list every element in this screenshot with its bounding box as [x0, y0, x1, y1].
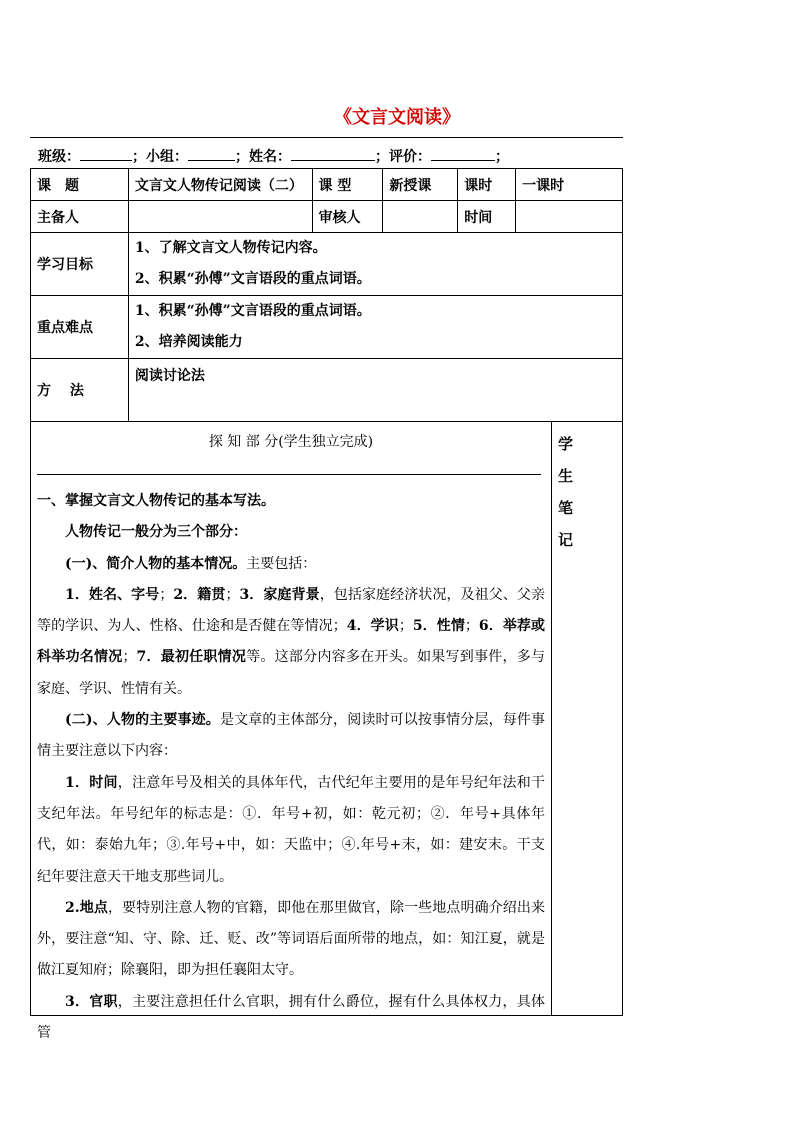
eval-blank[interactable] [431, 148, 495, 161]
key-points-cell [128, 296, 622, 359]
goals-label: 学习目标 [31, 233, 129, 296]
text: ； [398, 618, 413, 635]
key-point-item: 2、培养阅读能力 [134, 334, 243, 350]
text: ； [225, 586, 240, 603]
goal-item: 2、积累“孙傅”文言语段的重点词语。 [134, 271, 371, 287]
key-point-item: 1、积累“孙傅”文言语段的重点词语。 [134, 303, 371, 319]
term: 5．性情 [412, 618, 465, 635]
term: 1．姓名、字号 [65, 586, 160, 603]
term: 6．举荐或科举功名情况 [37, 618, 545, 666]
class-label: 班级： [38, 149, 80, 165]
section-divider [37, 474, 541, 475]
goal-item: 1、了解文言文人物传记内容。 [134, 240, 327, 256]
text: ； [464, 618, 479, 635]
name-blank[interactable] [291, 148, 375, 161]
intro-paragraph: 人物传记一般分为三个部分： [65, 524, 247, 541]
title-divider [30, 137, 623, 138]
place-paragraph [37, 893, 545, 987]
study-section [30, 421, 623, 1042]
subheading-text: (二)、人物的主要事迹。 [65, 712, 220, 729]
class-blank[interactable] [80, 148, 132, 161]
notes-column-divider [551, 422, 552, 1015]
term: 2.地点 [65, 899, 108, 916]
lesson-info-table [30, 168, 623, 422]
type-label: 课 型 [312, 169, 383, 201]
term: 7．最初任职情况 [136, 649, 247, 666]
text: ； [122, 649, 137, 666]
line-end: ； [495, 149, 509, 165]
basic-info-paragraph [37, 580, 545, 705]
hours-value: 一课时 [516, 169, 623, 201]
subheading-tail: 主要包括： [246, 555, 317, 572]
eval-label: ；评价： [375, 149, 431, 165]
term: 3．家庭背景 [239, 586, 320, 603]
time-value [516, 201, 623, 233]
topic-value: 文言文人物传记阅读（二） [128, 169, 312, 201]
class-info-line [38, 146, 509, 166]
subheading-main-deeds [37, 705, 545, 768]
term: 2．籍贯 [173, 586, 226, 603]
term: 3．官职 [65, 993, 118, 1010]
section-content [37, 486, 545, 1049]
name-label: ；姓名： [235, 149, 291, 165]
subheading-text: (一)、简介人物的基本情况。 [65, 555, 247, 572]
type-value: 新授课 [383, 169, 458, 201]
key-points-label: 重点难点 [31, 296, 129, 359]
text: ； [159, 586, 174, 603]
reviewer-label: 审核人 [312, 201, 383, 233]
office-paragraph [37, 987, 545, 1050]
time-paragraph [37, 768, 545, 893]
term: 4．学识 [346, 618, 399, 635]
section-heading: 探 知 部 分(学生独立完成) [208, 434, 374, 450]
text: ，包括家庭经济状况，及祖父、父亲等的学识、为人、性格、仕途和是否健在等情况； [37, 586, 545, 635]
method-label: 方 法 [31, 359, 129, 422]
text: 等。这部分内容多在开头。如果写到事件，多与家庭、学识、性情有关。 [37, 649, 546, 697]
term: 1．时间 [65, 774, 118, 791]
text: ，注意年号及相关的具体年代，古代纪年主要用的是年号纪年法和干支纪年法。年号纪年的标志是：①．年号+初，如：乾元初；②．年号+具体年代，如：泰始九年；③.年号+中，如：天监中；④.年号+末，如：建安末。干支纪年要注意天干地支那些词儿。 [37, 774, 545, 885]
preparer-value [128, 201, 312, 233]
group-label: ；小组： [132, 149, 188, 165]
group-blank[interactable] [188, 148, 235, 161]
goals-cell [128, 233, 622, 296]
reviewer-value [383, 201, 458, 233]
time-label: 时间 [458, 201, 516, 233]
subheading-tail: 是文章的主体部分，阅读时可以按事情分层，每件事情主要注意以下内容： [37, 712, 546, 760]
text: ，要特别注意人物的官籍，即他在那里做官，除一些地点明确介绍出来外，要注意“知、守、除、迁、贬、改”等词语后面所带的地点，如：知江夏，就是做江夏知府；除襄阳，即为担任襄阳太守。 [37, 899, 546, 979]
preparer-label: 主备人 [31, 201, 129, 233]
document-title: 《文言文阅读》 [334, 107, 460, 128]
text: ，主要注意担任什么官职，拥有什么爵位，握有什么具体权力，具体管 [37, 993, 545, 1042]
subheading-basic-info [37, 549, 545, 580]
student-notes-label: 学 生 笔 记 [558, 435, 586, 549]
topic-label: 课 题 [31, 169, 129, 201]
heading-one: 一、掌握文言文人物传记的基本写法。 [37, 493, 275, 509]
method-value: 阅读讨论法 [128, 359, 622, 422]
hours-label: 课时 [458, 169, 516, 201]
